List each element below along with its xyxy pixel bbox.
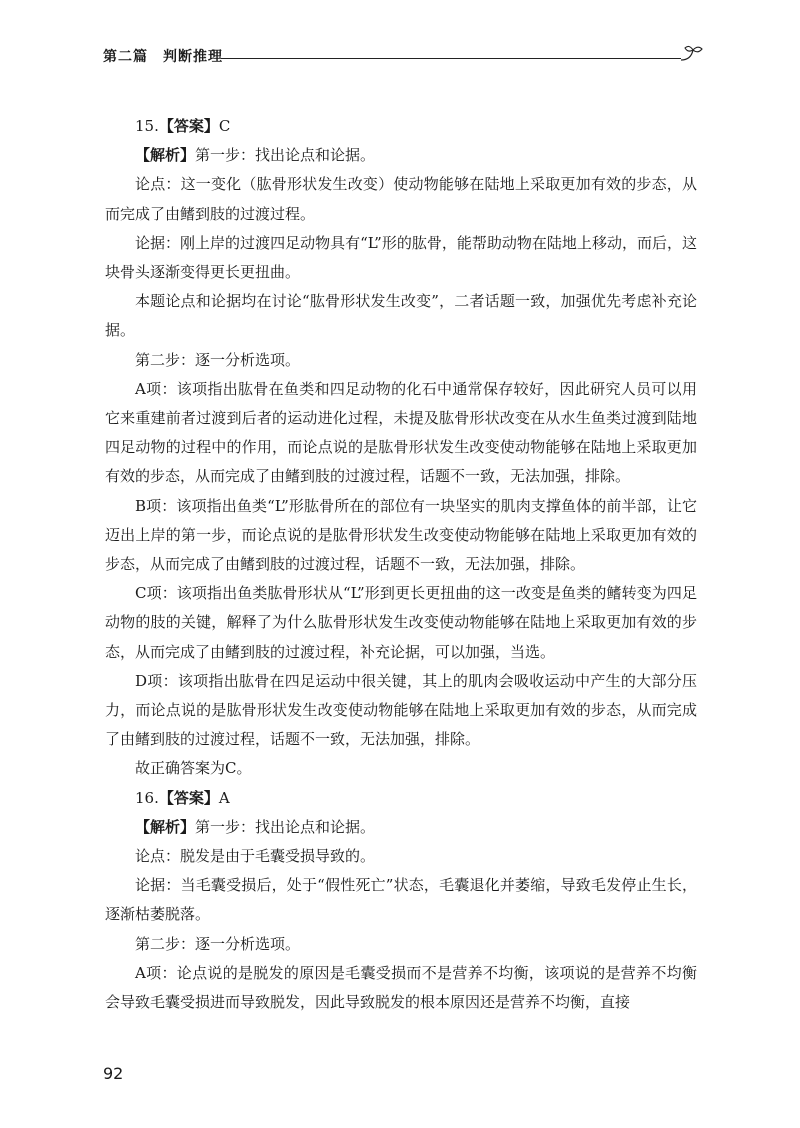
option-a-analysis: A项：论点说的是脱发的原因是毛囊受损而不是营养不均衡，该项说的是营养不均衡会导致毛囊受损进而导致脱发，因此导致脱发的根本原因还是营养不均衡，直接 — [105, 963, 697, 1012]
analysis-step-2: 第二步：逐一分析选项。 — [135, 350, 301, 369]
answer-heading-15 — [105, 112, 697, 141]
analysis-step-1 — [105, 141, 697, 170]
step-text: 第一步：找出论点和论据。 — [195, 146, 376, 165]
argument-evidence: 论据：刚上岸的过渡四足动物具有“L”形的肱骨，能帮助动物在陆地上移动，而后，这块骨头逐渐变得更长更扭曲。 — [105, 233, 697, 282]
option-a-analysis: A项：该项指出肱骨在鱼类和四足动物的化石中通常保存较好，因此研究人员可以用它来重建前者过渡到后者的运动进化过程，未提及肱骨形状改变在从水生鱼类过渡到陆地四足动物的过程中的作用，而论点说的是肱骨形状发生改变使动物能够在陆地上采取更加有效的步态，从而完成了由鳍到肢的过渡过程，话题不一致，无法加强，排除。 — [105, 379, 697, 486]
option-d-analysis: D项：该项指出肱骨在四足运动中很关键，其上的肌肉会吸收运动中产生的大部分压力，而论点说的是肱骨形状发生改变使动物能够在陆地上采取更加有效的步态，从而完成了由鳍到肢的过渡过程，话题不一致，无法加强，排除。 — [105, 671, 697, 749]
argument-evidence: 论据：当毛囊受损后，处于“假性死亡”状态，毛囊退化并萎缩，导致毛发停止生长，逐渐枯萎脱落。 — [105, 876, 697, 924]
analysis-step-2: 第二步：逐一分析选项。 — [135, 934, 301, 953]
page-number: 92 — [103, 1064, 124, 1083]
answer-tag: 【答案】 — [158, 788, 219, 807]
answer-number: 15. — [135, 117, 159, 135]
argument-point: 论点：这一变化（肱骨形状发生改变）使动物能够在陆地上采取更加有效的步态，从而完成了由鳍到肢的过渡过程。 — [105, 175, 697, 223]
analysis-summary: 本题论点和论据均在讨论“肱骨形状发生改变”，二者话题一致，加强优先考虑补充论据。 — [105, 292, 697, 340]
answer-value: C — [218, 117, 231, 135]
page-body — [105, 112, 697, 1017]
answer-heading-16 — [105, 784, 697, 813]
sprout-icon — [679, 44, 703, 64]
step-text: 第一步：找出论点和论据。 — [195, 817, 376, 836]
conclusion: 故正确答案为C。 — [135, 759, 252, 778]
header-title: 第二篇 判断推理 — [103, 49, 223, 65]
analysis-tag: 【解析】 — [135, 817, 196, 836]
answer-value: A — [218, 788, 230, 807]
analysis-tag: 【解析】 — [135, 146, 196, 165]
answer-number: 16. — [135, 788, 159, 807]
option-c-analysis: C项：该项指出鱼类肱骨形状从“L”形到更长更扭曲的这一改变是鱼类的鳍转变为四足动物的肢的关键，解释了为什么肱骨形状发生改变使动物能够在陆地上采取更加有效的步态，从而完成了由鳍到肢的过渡过程，补充论据，可以加强，当选。 — [105, 584, 697, 661]
running-header — [103, 44, 703, 70]
analysis-step-1 — [105, 813, 697, 842]
option-b-analysis: B项：该项指出鱼类“L”形肱骨所在的部位有一块坚实的肌肉支撑鱼体的前半部，让它迈出上岸的第一步，而论点说的是肱骨形状发生改变使动物能够在陆地上采取更加有效的步态，从而完成了由鳍到肢的过渡过程，话题不一致，无法加强，排除。 — [105, 496, 697, 574]
argument-point: 论点：脱发是由于毛囊受损导致的。 — [135, 847, 376, 866]
answer-tag: 【答案】 — [158, 117, 219, 135]
header-rule — [221, 58, 681, 59]
